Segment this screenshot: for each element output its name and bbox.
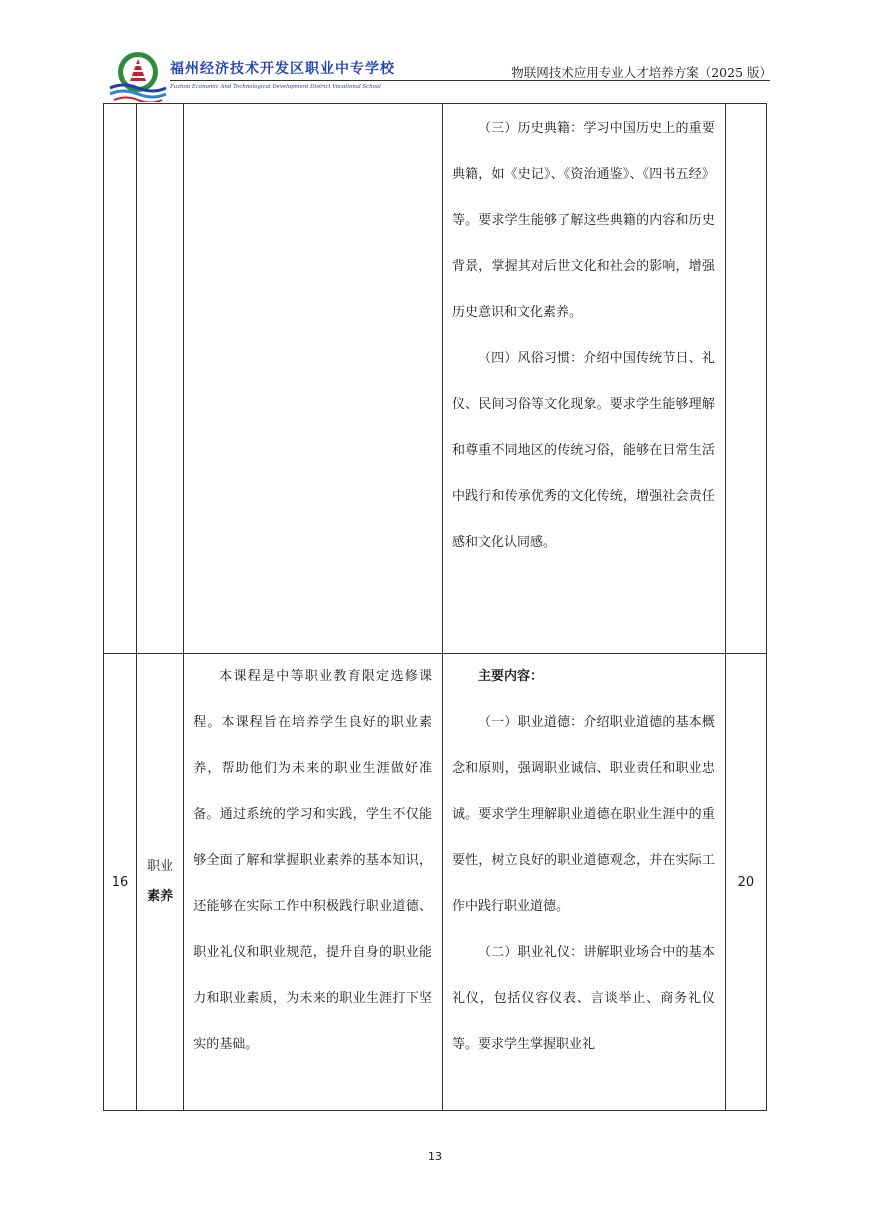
hours-cell: 20: [725, 654, 766, 1111]
hours-cell: [725, 104, 766, 654]
number-cell: [104, 104, 137, 654]
course-name-cell: [137, 104, 184, 654]
table-row: [104, 104, 767, 654]
curriculum-table: [103, 103, 767, 1111]
course-name-line2: 素养: [147, 889, 174, 904]
content-paragraph: （二）职业礼仪：讲解职业场合中的基本礼仪，包括仪容仪表、言谈举止、商务礼仪等。要求学生掌握职业礼: [452, 945, 715, 1052]
goal-cell: [184, 654, 443, 1111]
content-paragraph: （三）历史典籍：学习中国历史上的重要典籍，如《史记》、《资治通鉴》、《四书五经》等。要求学生能够了解这些典籍的内容和历史背景，掌握其对后世文化和社会的影响，增强历史意识和文化素养。: [452, 121, 715, 320]
course-name-line1: 职业: [147, 859, 174, 874]
school-name-cn: 福州经济技术开发区职业中专学校: [170, 61, 395, 77]
school-name-en: Fuzhou Economic And Technological Development District Vocational School: [170, 84, 381, 90]
content-paragraph: （四）风俗习惯：介绍中国传统节日、礼仪、民间习俗等文化现象。要求学生能够理解和尊重不同地区的传统习俗，能够在日常生活中践行和传承优秀的文化传统，增强社会责任感和文化认同感。: [452, 351, 715, 550]
page-header: [0, 0, 870, 100]
goal-cell: [184, 104, 443, 654]
course-name-cell: [137, 654, 184, 1111]
content-cell: [443, 654, 726, 1111]
table-row: [104, 654, 767, 1111]
number-cell: 16: [104, 654, 137, 1111]
goal-paragraph: 本课程是中等职业教育限定选修课程。本课程旨在培养学生良好的职业素养，帮助他们为未来的职业生涯做好准备。通过系统的学习和实践，学生不仅能够全面了解和掌握职业素养的基本知识，还能够在实际工作中积极践行职业道德、职业礼仪和职业规范，提升自身的职业能力和职业素质，为未来的职业生涯打下坚实的基础。: [193, 669, 432, 1052]
content-heading: 主要内容：: [478, 669, 544, 684]
school-logo-icon: [108, 50, 168, 102]
document-title: 物联网技术应用专业人才培养方案（2025 版）: [511, 65, 772, 80]
content-cell: [443, 104, 726, 654]
content-paragraph: （一）职业道德：介绍职业道德的基本概念和原则，强调职业诚信、职业责任和职业忠诚。要求学生理解职业道德在职业生涯中的重要性，树立良好的职业道德观念，并在实际工作中践行职业道德。: [452, 715, 715, 914]
page-number: 13: [428, 1150, 442, 1163]
